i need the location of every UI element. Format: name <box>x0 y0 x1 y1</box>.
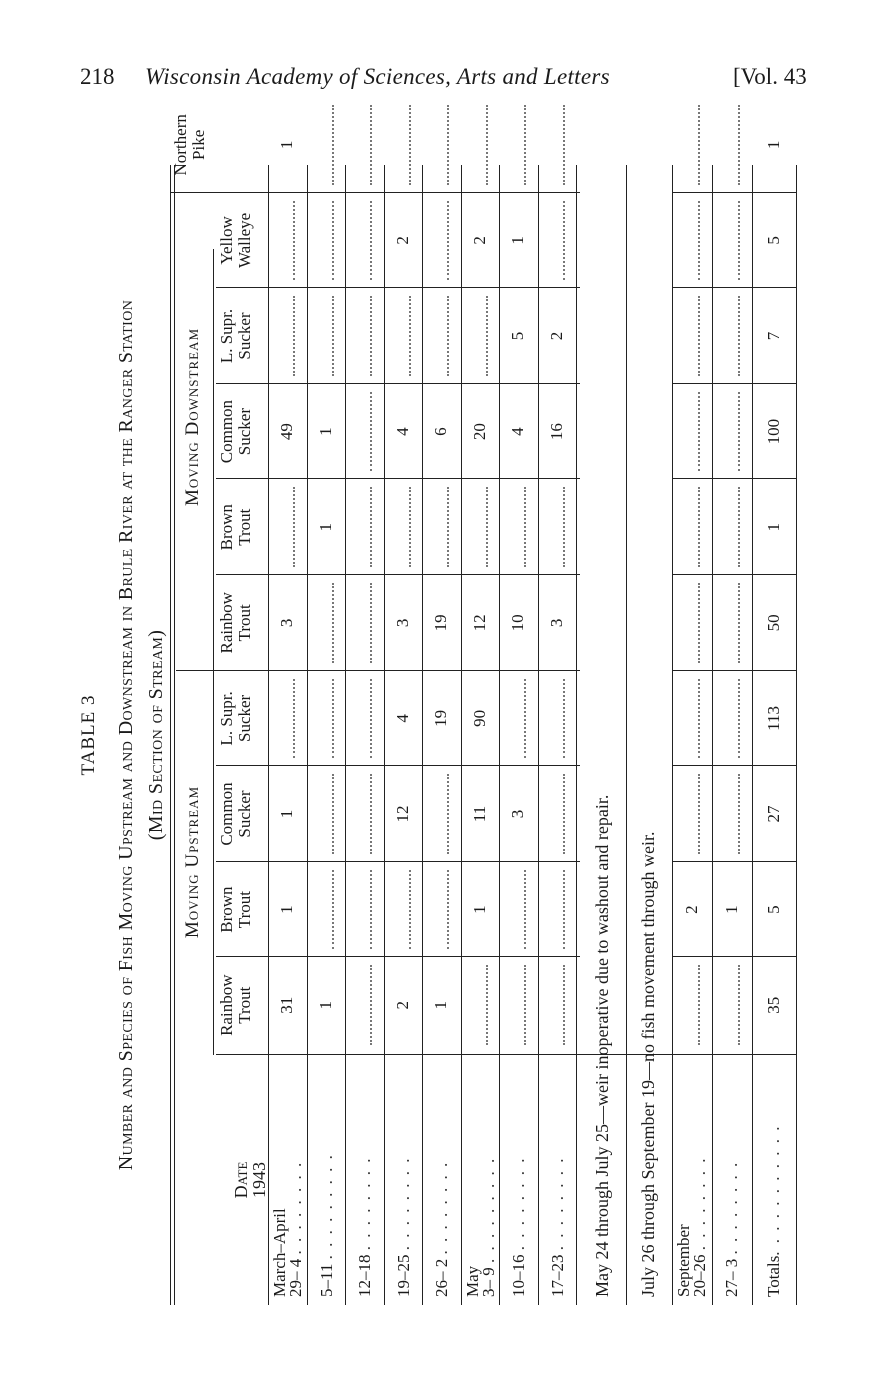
rotated-table-block <box>70 114 835 1305</box>
row-empty-1-8 <box>332 201 334 281</box>
row-rule-5 <box>499 165 500 1305</box>
table-top-rule-2 <box>174 165 175 1305</box>
row-empty-3-5 <box>409 487 411 567</box>
column-header-4-line-0: Rainbow <box>217 592 236 654</box>
row-empty-7-5 <box>563 487 565 567</box>
row-empty-7-0 <box>563 965 565 1045</box>
group-underline-downstream <box>213 249 214 669</box>
row-cell-5-2: 11 <box>469 805 489 823</box>
row-cell-3-2: 12 <box>392 805 412 823</box>
column-header-5-line-0: Brown <box>217 504 236 551</box>
table-subtitle: (Mid Section of Stream) <box>145 629 167 841</box>
column-header-1 <box>218 862 254 958</box>
date-prefix: May <box>462 1265 482 1297</box>
row-empty-2-1 <box>370 870 372 950</box>
row-cell-0-2: 1 <box>277 809 297 819</box>
row-after-empty-0-6 <box>698 392 700 472</box>
row-cell-7-7: 2 <box>546 331 566 341</box>
row-empty-4-9 <box>447 105 449 185</box>
row-cell-0-6: 49 <box>277 423 297 441</box>
row-cell-0-4: 3 <box>277 618 297 628</box>
row-empty-6-3 <box>524 679 526 759</box>
totals-cell-2: 27 <box>764 805 783 823</box>
table-title: Number and Species of Fish Moving Upstream and Downstream in Brule River at the Ranger Station <box>115 299 137 1171</box>
row-cell-6-2: 3 <box>508 809 528 819</box>
row-cell-3-3: 4 <box>392 714 412 723</box>
vline-date <box>216 1054 796 1055</box>
row-after-empty-0-3 <box>698 679 700 759</box>
row-cell-4-6: 6 <box>431 427 451 436</box>
row-empty-4-7 <box>447 296 449 376</box>
row-after-empty-1-2 <box>738 774 740 854</box>
column-header-3-line-1: Sucker <box>235 694 254 743</box>
totals-cell-5: 1 <box>764 522 783 532</box>
row-cell-0-9: 1 <box>277 140 297 150</box>
row-after-empty-1-6 <box>738 392 740 472</box>
row-date-5 <box>462 1062 498 1297</box>
row-empty-2-5 <box>370 487 372 567</box>
column-header-8-line-0: Yellow <box>217 216 236 265</box>
row-cell-6-4: 10 <box>508 614 528 632</box>
row-cell-5-8: 2 <box>469 236 489 245</box>
row-empty-2-8 <box>370 201 372 281</box>
row-after-empty-0-0 <box>698 965 700 1045</box>
row-cell-4-0: 1 <box>431 1000 451 1010</box>
note-rule-1 <box>672 165 673 1305</box>
row-empty-2-0 <box>370 965 372 1045</box>
row-cell-5-4: 12 <box>469 614 489 632</box>
totals-label <box>766 1062 782 1297</box>
row-rule-6 <box>538 165 539 1305</box>
totals-cell-7: 7 <box>764 331 783 341</box>
row-empty-5-5 <box>486 487 488 567</box>
row-empty-1-3 <box>332 679 334 759</box>
row-empty-7-8 <box>563 201 565 281</box>
column-header-8-line-1: Walleye <box>235 212 254 269</box>
row-empty-7-3 <box>563 679 565 759</box>
row-empty-6-1 <box>524 870 526 950</box>
totals-text: Totals <box>764 1255 783 1297</box>
row-empty-2-9 <box>370 105 372 185</box>
column-header-2 <box>218 766 254 862</box>
row-after-empty-0-7 <box>698 296 700 376</box>
row-empty-1-7 <box>332 296 334 376</box>
note-rule-0 <box>626 165 627 1305</box>
row-cell-3-0: 2 <box>392 1000 412 1010</box>
row-empty-5-7 <box>486 296 488 376</box>
row-empty-6-9 <box>524 105 526 185</box>
date-range: 19–25 . . . . . . . . <box>393 1156 413 1297</box>
row-empty-0-8 <box>293 201 295 281</box>
row-after-empty-0-2 <box>698 774 700 854</box>
row-after-date-1 <box>724 1062 740 1297</box>
dot-leaders: . . . . . . . . <box>355 1156 374 1251</box>
row-empty-3-9 <box>409 105 411 185</box>
row-after-empty-1-4 <box>738 583 740 663</box>
journal-title: Wisconsin Academy of Sciences, Arts and Letters <box>145 64 610 89</box>
group-header-upstream: Moving Upstream <box>182 785 203 939</box>
row-date-2 <box>357 1062 373 1297</box>
row-rule-0 <box>307 165 308 1305</box>
row-empty-5-9 <box>486 105 488 185</box>
column-header-6 <box>218 384 254 480</box>
date-range: 20–26 . . . . . . . . <box>690 1156 709 1297</box>
column-header-7 <box>218 288 254 384</box>
fish-table <box>170 114 835 1305</box>
column-header-3-line-0: L. Supr. <box>217 691 236 746</box>
date-range: 12–18 . . . . . . . . <box>355 1156 374 1297</box>
note-1: July 26 through September 19—no fish movement through weir. <box>638 831 658 1297</box>
row-empty-4-5 <box>447 487 449 567</box>
row-date-7 <box>547 1062 567 1297</box>
note-0: May 24 through July 25—weir inoperative due to washout and repair. <box>592 794 612 1297</box>
column-header-1-line-1: Trout <box>235 891 254 929</box>
group-underline-upstream <box>213 669 214 1055</box>
row-after-rule-0 <box>712 165 713 1305</box>
column-header-0 <box>218 957 254 1053</box>
row-empty-4-2 <box>447 774 449 854</box>
row-after-empty-1-0 <box>738 965 740 1045</box>
date-header-year: 1943 <box>249 1162 269 1198</box>
dot-leaders: . . . . . . . . <box>286 1160 305 1255</box>
row-empty-2-4 <box>370 583 372 663</box>
row-cell-3-4: 3 <box>392 618 412 628</box>
dot-leaders: . . . . . . . . <box>509 1156 528 1251</box>
row-empty-3-1 <box>409 870 411 950</box>
header-bottom-rule <box>268 165 269 1305</box>
row-after-rule-1 <box>752 165 753 1305</box>
row-cell-3-6: 4 <box>392 427 412 436</box>
row-empty-0-3 <box>293 679 295 759</box>
row-cell-5-6: 20 <box>469 423 489 441</box>
row-cell-0-1: 1 <box>277 905 297 914</box>
row-cell-3-8: 2 <box>392 236 412 245</box>
row-after-empty-1-9 <box>738 105 740 185</box>
row-empty-1-4 <box>332 583 334 663</box>
row-cell-1-5: 1 <box>315 522 335 532</box>
column-header-9 <box>172 97 208 193</box>
row-cell-7-6: 16 <box>546 423 566 441</box>
column-header-2-line-1: Sucker <box>235 790 254 838</box>
page-number: 218 <box>80 64 115 89</box>
row-rule-7 <box>576 165 577 1305</box>
date-range: 10–16 . . . . . . . . <box>509 1156 528 1297</box>
row-empty-2-7 <box>370 296 372 376</box>
date-range: 3– 9 . . . . . . . . . <box>478 1156 498 1297</box>
column-header-6-line-1: Sucker <box>235 408 254 456</box>
date-prefix: March–April <box>270 1208 289 1297</box>
page-header <box>0 60 892 100</box>
column-header-0-line-0: Rainbow <box>217 974 236 1036</box>
totals-cell-3: 113 <box>764 705 783 731</box>
row-after-cell-0-1: 2 <box>682 905 701 914</box>
row-empty-7-1 <box>563 870 565 950</box>
row-cell-4-3: 19 <box>431 709 451 727</box>
row-cell-7-4: 3 <box>546 618 566 628</box>
column-header-3 <box>218 671 254 767</box>
row-date-6 <box>511 1062 527 1297</box>
row-after-empty-1-7 <box>738 296 740 376</box>
row-after-cell-1-1: 1 <box>722 905 741 914</box>
row-empty-1-9 <box>332 105 334 185</box>
dot-leaders: . . . . . . . . <box>393 1156 413 1251</box>
dot-leaders: . . . . . . . . . <box>478 1156 498 1263</box>
row-empty-0-7 <box>293 296 295 376</box>
row-empty-2-2 <box>370 774 372 854</box>
dot-leaders: . . . . . . . . . <box>316 1153 336 1260</box>
row-cell-4-4: 19 <box>431 614 451 632</box>
row-date-1 <box>316 1062 336 1297</box>
row-empty-2-6 <box>370 392 372 472</box>
row-after-date-0 <box>676 1062 708 1297</box>
row-rule-2 <box>384 165 385 1305</box>
column-header-8 <box>218 193 254 289</box>
row-date-0 <box>272 1062 304 1297</box>
row-empty-5-0 <box>486 965 488 1045</box>
row-empty-2-3 <box>370 679 372 759</box>
column-header-7-line-0: L. Supr. <box>217 308 236 364</box>
row-empty-6-5 <box>524 487 526 567</box>
row-rule-4 <box>461 165 462 1305</box>
date-prefix: September <box>674 1224 693 1297</box>
column-header-9-line-1: Pike <box>189 129 208 160</box>
totals-cell-8: 5 <box>764 236 783 245</box>
date-range: 26– 2 . . . . . . . . <box>432 1160 451 1297</box>
row-after-empty-1-3 <box>738 679 740 759</box>
row-rule-1 <box>345 165 346 1305</box>
row-cell-0-0: 31 <box>277 996 297 1014</box>
row-empty-7-2 <box>563 774 565 854</box>
row-empty-7-9 <box>563 105 565 185</box>
column-header-6-line-0: Common <box>217 399 236 464</box>
row-empty-4-1 <box>447 870 449 950</box>
row-after-empty-0-4 <box>698 583 700 663</box>
dot-leaders: . . . . . . . . <box>547 1156 567 1251</box>
row-empty-4-8 <box>447 201 449 281</box>
row-empty-1-2 <box>332 774 334 854</box>
group-header-downstream: Moving Downstream <box>182 327 203 507</box>
dot-leaders: . . . . . . . . . . . <box>764 1124 783 1256</box>
column-header-2-line-0: Common <box>217 782 236 846</box>
row-after-empty-1-5 <box>738 487 740 567</box>
row-empty-6-0 <box>524 965 526 1045</box>
row-cell-6-6: 4 <box>508 427 528 436</box>
totals-cell-4: 50 <box>764 614 783 632</box>
row-after-empty-0-9 <box>698 105 700 185</box>
table-top-rule <box>170 165 171 1305</box>
row-date-3 <box>393 1062 413 1297</box>
totals-cell-0: 35 <box>764 996 783 1014</box>
dot-leaders: . . . . . . . . <box>432 1160 451 1255</box>
row-empty-1-1 <box>332 870 334 950</box>
dot-leaders: . . . . . . . . <box>722 1160 741 1255</box>
column-header-0-line-1: Trout <box>235 986 254 1024</box>
date-header <box>232 1055 268 1305</box>
row-after-empty-1-8 <box>738 201 740 281</box>
volume-label: [Vol. 43 <box>733 64 807 89</box>
row-date-4 <box>434 1062 450 1297</box>
table-label: TABLE 3 <box>78 694 99 776</box>
date-range: 17–23 . . . . . . . . <box>547 1156 567 1297</box>
row-cell-6-7: 5 <box>508 331 528 341</box>
row-after-empty-0-5 <box>698 487 700 567</box>
column-header-5 <box>218 479 254 575</box>
totals-cell-1: 5 <box>764 905 783 914</box>
table-bottom-rule <box>796 165 797 1305</box>
row-empty-0-5 <box>293 487 295 567</box>
column-header-4-line-1: Trout <box>235 604 254 642</box>
column-header-9-line-0: Northern <box>171 114 190 176</box>
row-rule-3 <box>422 165 423 1305</box>
row-cell-1-0: 1 <box>315 1000 335 1010</box>
row-empty-3-7 <box>409 296 411 376</box>
row-after-empty-0-8 <box>698 201 700 281</box>
date-range: 27– 3 . . . . . . . . <box>722 1160 741 1297</box>
column-header-1-line-0: Brown <box>217 886 236 933</box>
row-cell-5-1: 1 <box>469 905 489 914</box>
date-range: 29– 4 . . . . . . . . <box>286 1160 305 1297</box>
column-header-5-line-1: Trout <box>235 508 254 546</box>
totals-cell-9: 1 <box>764 140 783 150</box>
date-range: 5–11 . . . . . . . . . <box>316 1153 336 1297</box>
row-cell-5-3: 90 <box>469 709 489 727</box>
date-header-word: Date <box>231 1161 251 1199</box>
row-cell-1-6: 1 <box>315 427 335 436</box>
row-cell-6-8: 1 <box>508 236 528 245</box>
column-header-4 <box>218 575 254 671</box>
column-header-7-line-1: Sucker <box>235 312 254 360</box>
totals-cell-6: 100 <box>764 418 783 445</box>
dot-leaders: . . . . . . . . <box>690 1156 709 1251</box>
